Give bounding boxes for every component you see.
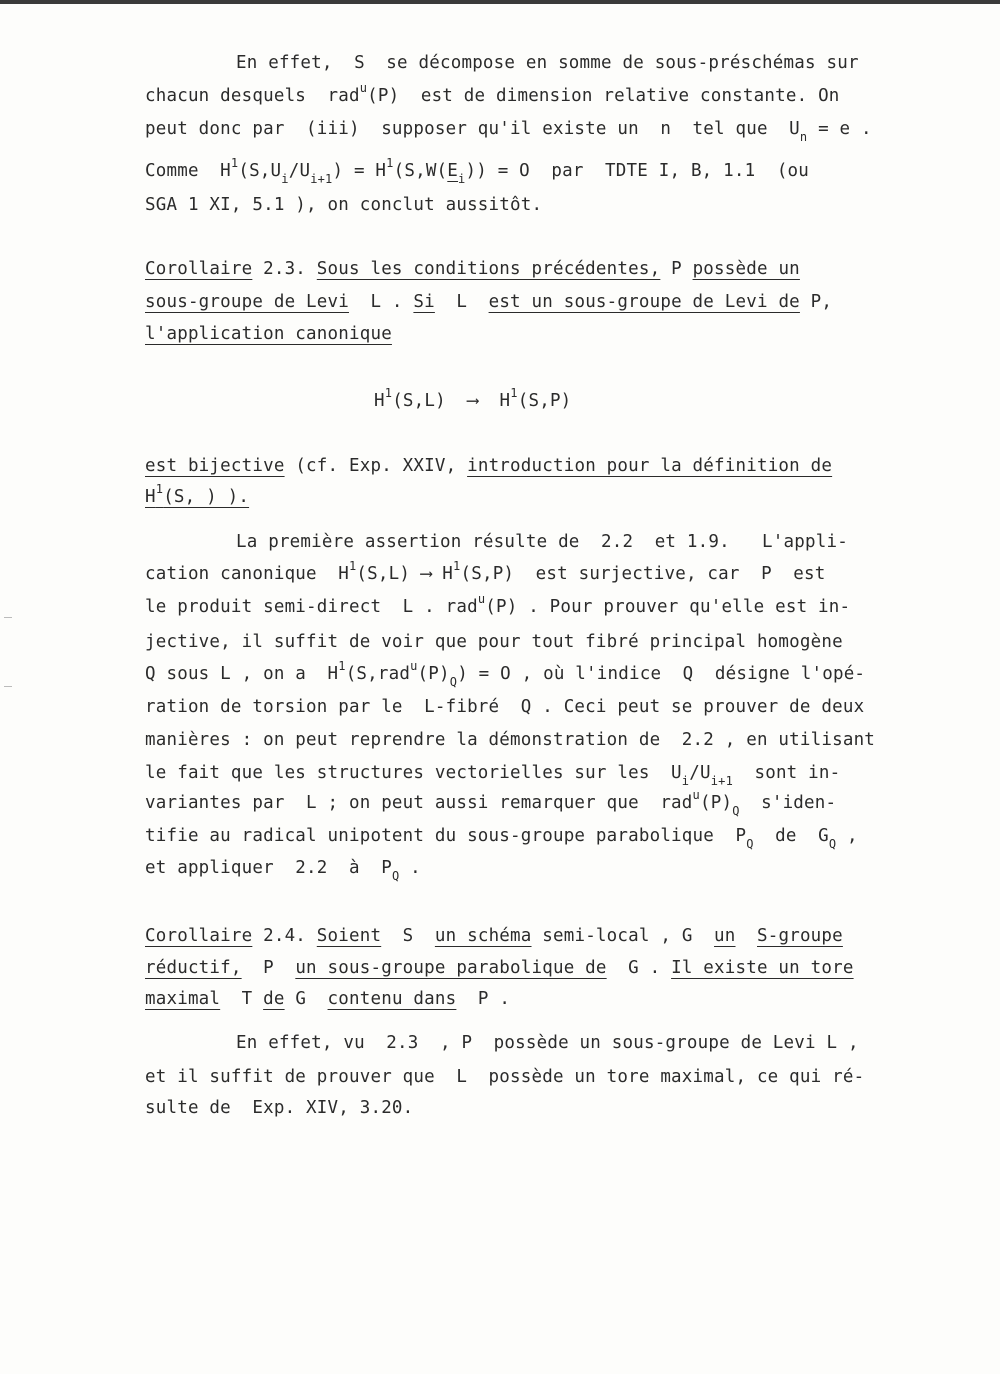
margin-tick	[4, 686, 12, 687]
text: (S,P) est surjective, car P est	[460, 564, 826, 584]
text: T	[220, 989, 264, 1009]
text: réductif,	[145, 958, 242, 978]
text: G	[284, 989, 328, 1009]
text-line	[145, 559, 826, 585]
text: (P) est de dimension relative constante. On	[367, 86, 840, 106]
text: H	[374, 391, 385, 411]
text: En effet, vu 2.3 , P possède un sous-groupe de Levi L ,	[236, 1033, 859, 1053]
text: G .	[606, 958, 672, 978]
text: est un sous-groupe de Levi de	[488, 292, 800, 312]
subscript: n	[799, 130, 808, 144]
text-line	[145, 857, 421, 883]
text: (S,U	[238, 161, 282, 181]
corollary-label: Corollaire	[145, 259, 253, 279]
text: Q sous L , on a H	[145, 664, 339, 684]
text-line	[145, 81, 840, 107]
text: P .	[456, 989, 511, 1009]
text-line	[145, 482, 250, 508]
superscript: 1	[510, 386, 518, 400]
superscript: u	[410, 659, 418, 673]
text: le produit semi-direct L . rad	[145, 597, 478, 617]
text-line	[145, 729, 875, 751]
text: manières : on peut reprendre la démonstration de 2.2 , en utilisant	[145, 730, 876, 750]
text: P,	[799, 292, 833, 312]
text: (S,L) ⟶ H	[392, 391, 511, 411]
corollary-number: 2.3.	[252, 259, 317, 279]
subscript: Q	[449, 675, 458, 689]
text: SGA 1 XI, 5.1 ), on conclut aussitôt.	[145, 195, 543, 215]
text: (S,W(	[393, 161, 448, 181]
text: peut donc par (iii) supposer qu'il existe un n tel que U	[145, 119, 800, 139]
text-line	[145, 194, 542, 216]
text-line	[236, 52, 859, 74]
text: chacun desquels rad	[145, 86, 360, 106]
superscript: 1	[155, 482, 164, 496]
superscript: 1	[338, 659, 346, 673]
subscript: Q	[391, 869, 400, 883]
text-line	[145, 455, 832, 477]
text: En effet, S se décompose en somme de sous-préschémas sur	[236, 53, 859, 73]
subscript: i+1	[310, 172, 333, 186]
text: Il existe un tore	[671, 958, 854, 978]
text: de	[263, 989, 285, 1009]
text: maximal	[145, 989, 221, 1009]
text: ration de torsion par le L-fibré Q . Ceci peut se prouver de deux	[145, 697, 865, 717]
text-line	[145, 118, 872, 144]
superscript: u	[692, 788, 700, 802]
corollary-number: 2.4.	[252, 926, 317, 946]
text-line	[145, 925, 843, 947]
underlined-group	[145, 482, 250, 507]
subscript: Q	[732, 804, 740, 818]
superscript: 1	[453, 559, 461, 573]
text: et appliquer 2.2 à P	[145, 858, 392, 878]
text-line	[145, 788, 837, 818]
text: Soient	[316, 926, 382, 946]
text: S-groupe	[757, 926, 843, 946]
text: (S,L) ⟶ H	[356, 564, 454, 584]
text: variantes par L ; on peut aussi remarquer que rad	[145, 793, 693, 813]
subscript: i	[458, 172, 466, 186]
subscript: Q	[828, 837, 837, 851]
text-line	[145, 291, 832, 313]
text: (cf. Exp. XXIV,	[284, 456, 468, 476]
text: cation canonique H	[145, 564, 349, 584]
text: de G	[753, 826, 829, 846]
text	[736, 926, 757, 946]
margin-tick	[4, 617, 12, 618]
superscript: 1	[348, 559, 357, 573]
text: un	[714, 926, 736, 946]
text: La première assertion résulte de 2.2 et 1.9. L'appli-	[236, 532, 848, 552]
text: E	[447, 161, 459, 181]
text: introduction pour la définition de	[467, 456, 833, 476]
text: un sous-groupe parabolique de	[295, 958, 607, 978]
text-line	[236, 531, 848, 553]
text: S	[381, 926, 435, 946]
corollary-label: Corollaire	[145, 926, 253, 946]
subscript: i	[681, 774, 690, 788]
text: est bijective	[145, 456, 285, 476]
superscript: 1	[386, 156, 394, 170]
text-line	[145, 156, 810, 186]
text: sous-groupe de Levi	[145, 292, 349, 312]
text: L	[434, 292, 489, 312]
text-line	[145, 659, 866, 689]
subscript: Q	[746, 837, 754, 851]
text: tifie au radical unipotent du sous-groupe parabolique P	[145, 826, 747, 846]
superscript: 1	[384, 386, 393, 400]
page-top-border	[0, 0, 1000, 4]
text: (S, ) ).	[163, 487, 250, 507]
text-line	[145, 323, 392, 345]
text: semi-local , G	[531, 926, 715, 946]
text-line	[145, 988, 510, 1010]
text: (P) . Pour prouver qu'elle est in-	[485, 597, 851, 617]
text: ) = H	[332, 161, 387, 181]
text: s'iden-	[739, 793, 837, 813]
text: un schéma	[434, 926, 532, 946]
text: le fait que les structures vectorielles sur les U	[145, 763, 682, 783]
text: ,	[836, 826, 858, 846]
text-line	[145, 696, 864, 718]
text: sont in-	[733, 763, 841, 783]
text: possède un	[692, 259, 800, 279]
text: jective, il suffit de voir que pour tout fibré principal homogène	[145, 632, 843, 652]
text: et il suffit de prouver que L possède un tore maximal, ce qui ré-	[145, 1067, 865, 1087]
superscript: u	[359, 81, 368, 95]
text: (P)	[417, 664, 450, 684]
text: l'application canonique	[145, 324, 392, 344]
text-line	[145, 1097, 413, 1119]
text-line	[236, 1032, 859, 1054]
text: Sous les conditions précédentes,	[316, 259, 661, 279]
text-line	[145, 258, 800, 280]
subscript: i+1	[710, 774, 733, 788]
text-line	[145, 1066, 864, 1088]
text: (P)	[699, 793, 733, 813]
subscript: i	[281, 172, 289, 186]
superscript: 1	[230, 156, 239, 170]
text: (S,P)	[517, 391, 572, 411]
text: H	[145, 487, 156, 507]
text: /U	[689, 763, 711, 783]
text: (S,rad	[345, 664, 411, 684]
text-line	[145, 762, 841, 788]
text-line	[145, 957, 854, 979]
text: /U	[288, 161, 311, 181]
text-line	[145, 592, 851, 618]
text: .	[399, 858, 421, 878]
text: contenu dans	[327, 989, 457, 1009]
text: )) = O par TDTE I, B, 1.1 (ou	[465, 161, 810, 181]
text: Comme H	[145, 161, 231, 181]
text: Si	[413, 292, 435, 312]
text-line	[145, 631, 843, 653]
text: sulte de Exp. XIV, 3.20.	[145, 1098, 414, 1118]
text: P	[660, 259, 693, 279]
superscript: u	[477, 592, 486, 606]
text-line	[145, 825, 858, 851]
text: L .	[348, 292, 414, 312]
text: P	[241, 958, 296, 978]
display-equation	[374, 386, 572, 412]
text: = e .	[807, 119, 872, 139]
text: ) = O , où l'indice Q désigne l'opé-	[457, 664, 866, 684]
